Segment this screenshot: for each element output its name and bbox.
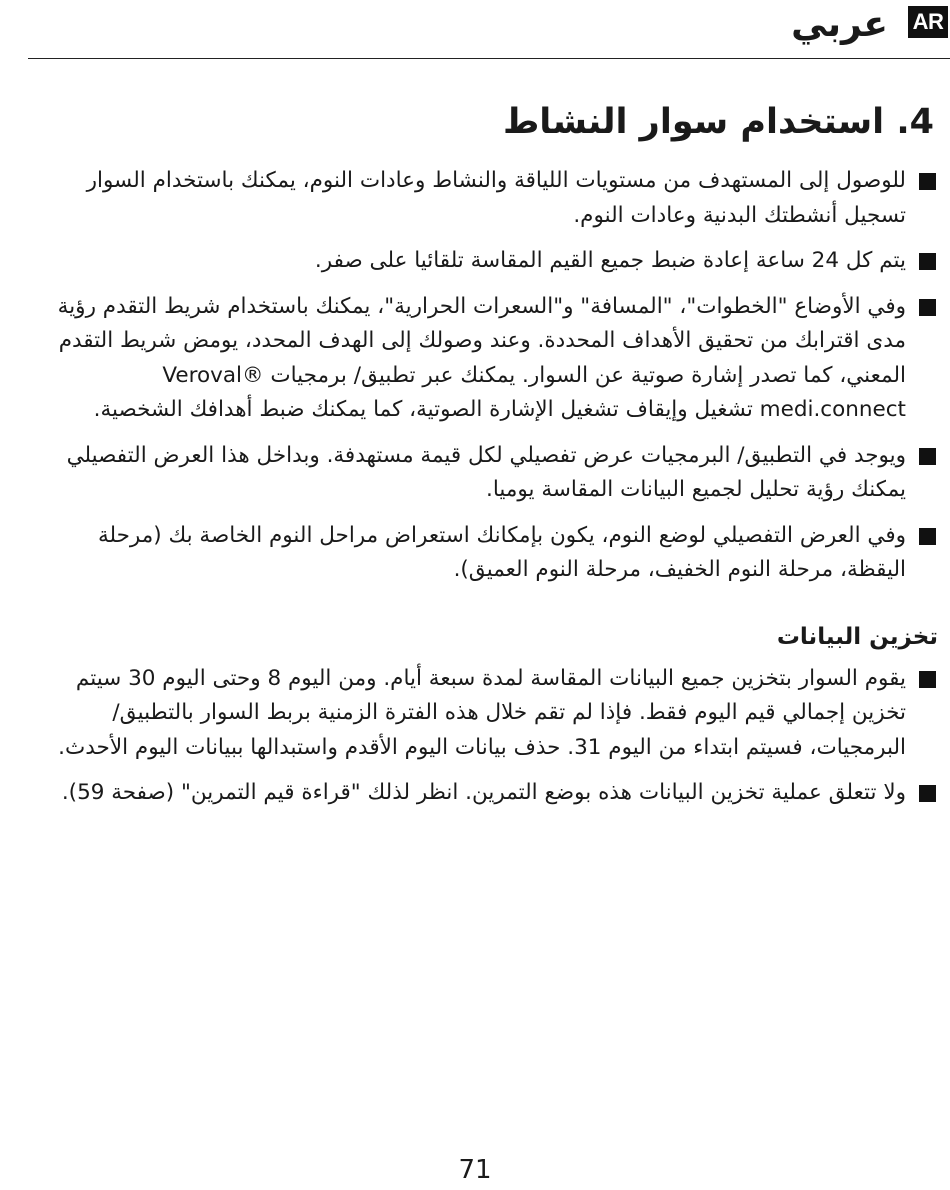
list-item-text: يتم كل 24 ساعة إعادة ضبط جميع القيم المقاسة تلقائيا على صفر. [314, 248, 906, 273]
list-item-text-tail: تشغيل وإيقاف تشغيل الإشارة الصوتية، كما يمكنك ضبط أهدافك الشخصية. [93, 397, 753, 422]
square-bullet-icon [919, 785, 936, 802]
main-content [28, 96, 938, 822]
list-item-text: ويوجد في التطبيق/ البرمجيات عرض تفصيلي لكل قيمة مستهدفة. وبداخل هذا العرض التفصيلي يمكنك رؤية تحليل لجميع البيانات المقاسة يوميا. [66, 442, 906, 502]
list-item-text: وفي العرض التفصيلي لوضع النوم، يكون بإمكانك استعراض مراحل النوم الخاصة بك (مرحلة اليقظة، مرحلة النوم الخفيف، مرحلة النوم العميق). [97, 522, 906, 582]
list-item [28, 244, 938, 279]
storage-heading: تخزين البيانات [776, 623, 938, 650]
list-item-text: ولا تتعلق عملية تخزين البيانات هذه بوضع التمرين. انظر لذلك "قراءة قيم التمرين" (صفحة 59). [61, 780, 906, 805]
square-bullet-icon [919, 671, 936, 688]
list-item-text: للوصول إلى المستهدف من مستويات اللياقة والنشاط وعادات النوم، يمكنك باستخدام السوار تسجيل أنشطتك البدنية وعادات النوم. [86, 168, 906, 228]
app-brand-name: Veroval® medi.connect [162, 362, 906, 422]
usage-bullet-list [28, 164, 938, 588]
square-bullet-icon [919, 448, 936, 465]
list-item [28, 164, 938, 233]
list-item-text: وفي الأوضاع "الخطوات"، "المسافة" و"السعرات الحرارية"، يمكنك باستخدام شريط التقدم رؤية مدى اقترابك من تحقيق الأهداف المحددة. وعند وصولك إلى الهدف المحدد، يومض شريط التقدم المعني، كما تصدر إشارة صوتية عن السوار. يمكنك عبر تطبيق/ برمجيات [57, 293, 906, 388]
page-header [28, 0, 950, 59]
list-item [28, 776, 938, 811]
square-bullet-icon [919, 253, 936, 270]
section-title: 4. استخدام سوار النشاط [502, 102, 934, 142]
square-bullet-icon [919, 299, 936, 316]
list-item-text: يقوم السوار بتخزين جميع البيانات المقاسة لمدة سبعة أيام. ومن اليوم 8 وحتى اليوم 30 سيتم تخزين إجمالي قيم اليوم فقط. فإذا لم تقم خلال هذه الفترة الزمنية بربط السوار بالتطبيق/ البرمجيات، فسيتم ابتداء من اليوم 31. حذف بيانات اليوم الأقدم واستبدالها ببيانات اليوم الأحدث. [58, 665, 906, 760]
language-name: عربي [791, 4, 888, 45]
list-item [28, 662, 938, 766]
square-bullet-icon [919, 528, 936, 545]
square-bullet-icon [919, 173, 936, 190]
language-code-badge: AR [908, 6, 948, 38]
storage-bullet-list [28, 662, 938, 811]
list-item [28, 519, 938, 588]
list-item [28, 290, 938, 428]
list-item [28, 439, 938, 508]
page-number: 71 [458, 1155, 492, 1185]
